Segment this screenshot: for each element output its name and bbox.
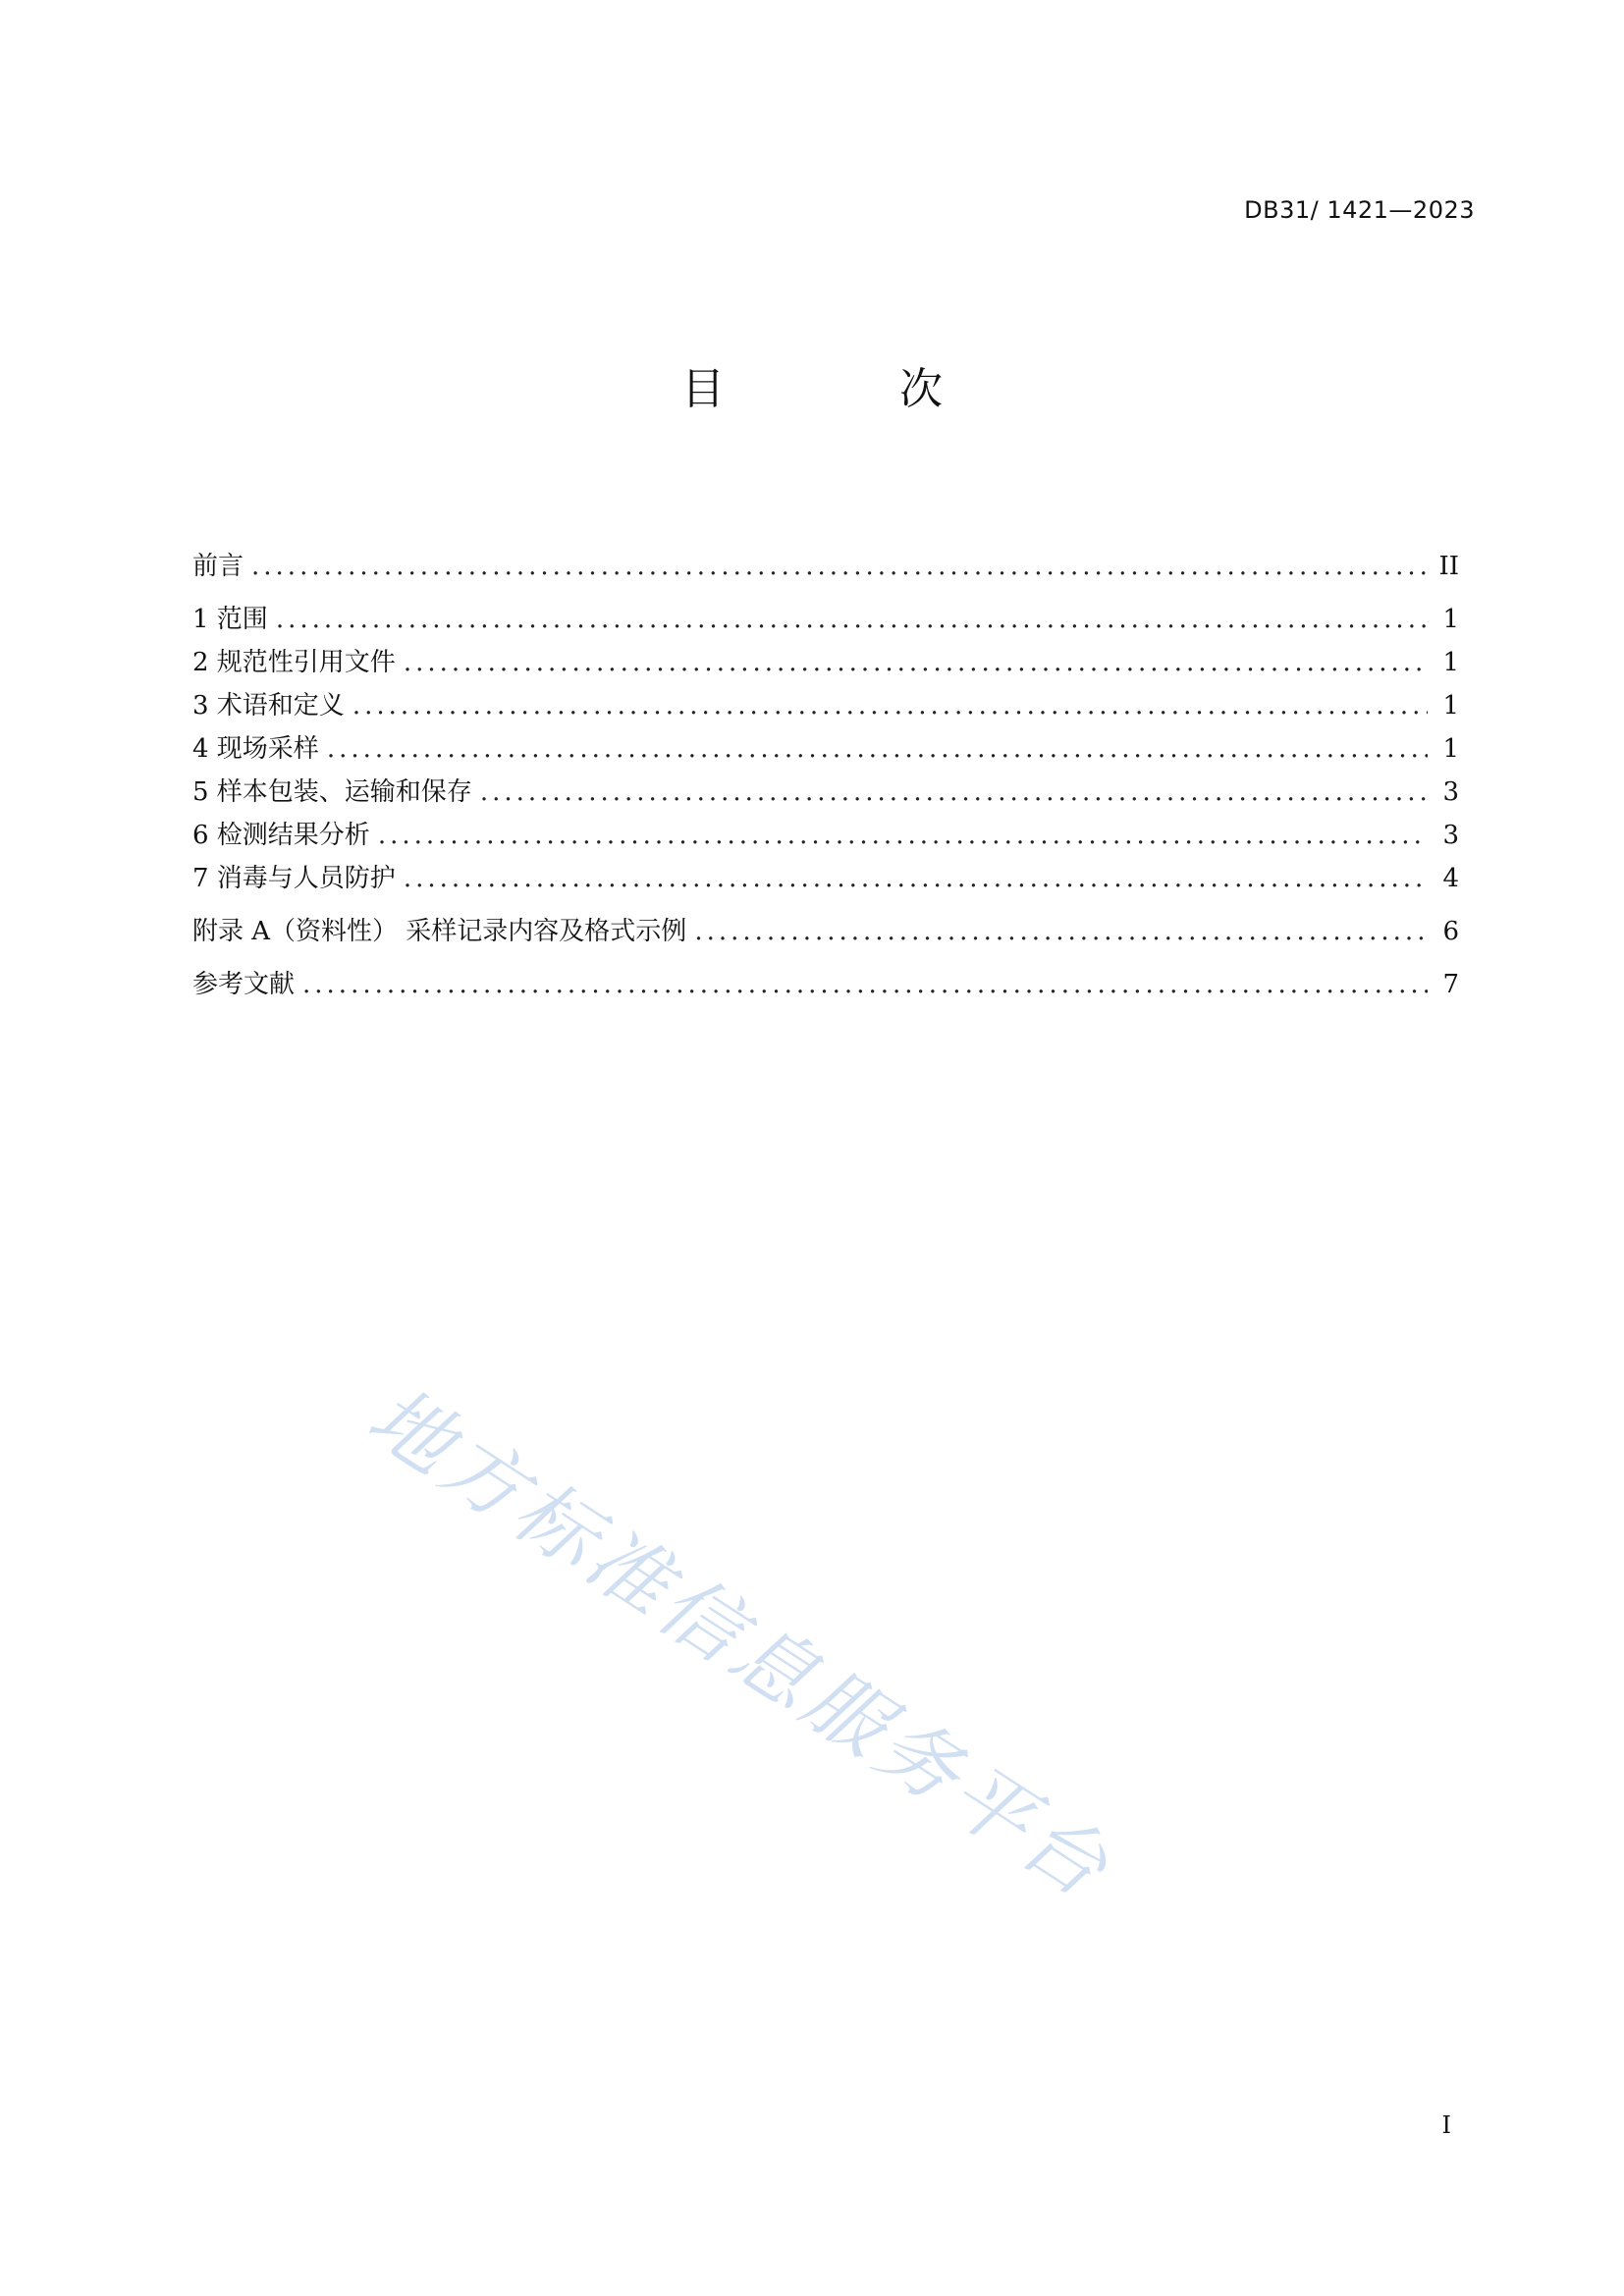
toc-entry-label: 1 范围 [192, 605, 268, 634]
toc-entry-label: 3 术语和定义 [192, 691, 345, 721]
toc-leader-dots [404, 857, 1428, 900]
toc-entry-page: 1 [1442, 605, 1459, 634]
toc-entry-label: 2 规范性引用文件 [192, 648, 396, 677]
toc-leader-dots [480, 771, 1428, 814]
toc-entry-page: 3 [1442, 821, 1459, 850]
toc-entry-disinfection-protection[interactable] [192, 857, 1459, 900]
toc-entry-label: 参考文献 [192, 970, 296, 999]
watermark: 地方标准信息服务平台 [352, 1369, 1128, 1919]
toc-entry-bibliography[interactable] [192, 963, 1459, 1006]
toc-entry-scope[interactable] [192, 598, 1459, 641]
toc-entry-page: 7 [1442, 970, 1459, 999]
toc-entry-result-analysis[interactable] [192, 814, 1459, 857]
toc-leader-dots [327, 727, 1428, 771]
toc-leader-dots [378, 814, 1428, 857]
toc-entry-packaging-transport[interactable] [192, 771, 1459, 814]
toc-leader-dots [302, 963, 1428, 1006]
toc-entry-page: 3 [1442, 777, 1459, 807]
toc-leader-dots [694, 910, 1428, 953]
toc-entry-page: II [1438, 552, 1459, 581]
toc-entry-terms-definitions[interactable] [192, 684, 1459, 727]
toc-leader-dots [276, 598, 1428, 641]
toc-entry-page: 1 [1442, 648, 1459, 677]
table-of-contents [192, 545, 1459, 1006]
toc-entry-page: 6 [1442, 917, 1459, 946]
toc-entry-label: 7 消毒与人员防护 [192, 864, 396, 893]
page-number: I [1441, 2111, 1451, 2139]
toc-leader-dots [352, 684, 1428, 727]
document-code: DB31/ 1421—2023 [1244, 196, 1475, 224]
toc-entry-label: 5 样本包装、运输和保存 [192, 777, 472, 807]
toc-entry-foreword[interactable] [192, 545, 1459, 588]
toc-entry-normative-references[interactable] [192, 641, 1459, 684]
toc-entry-page: 1 [1442, 734, 1459, 764]
toc-entry-page: 1 [1442, 691, 1459, 721]
toc-entry-appendix-a[interactable] [192, 910, 1459, 953]
toc-entry-field-sampling[interactable] [192, 727, 1459, 771]
toc-leader-dots [404, 641, 1428, 684]
toc-entry-page: 4 [1442, 864, 1459, 893]
toc-entry-label: 前言 [192, 552, 244, 581]
toc-entry-label: 6 检测结果分析 [192, 821, 370, 850]
toc-entry-label: 4 现场采样 [192, 734, 319, 764]
toc-title: 目 次 [681, 364, 1023, 414]
toc-leader-dots [251, 545, 1428, 588]
toc-entry-label: 附录 A（资料性） 采样记录内容及格式示例 [192, 917, 687, 946]
